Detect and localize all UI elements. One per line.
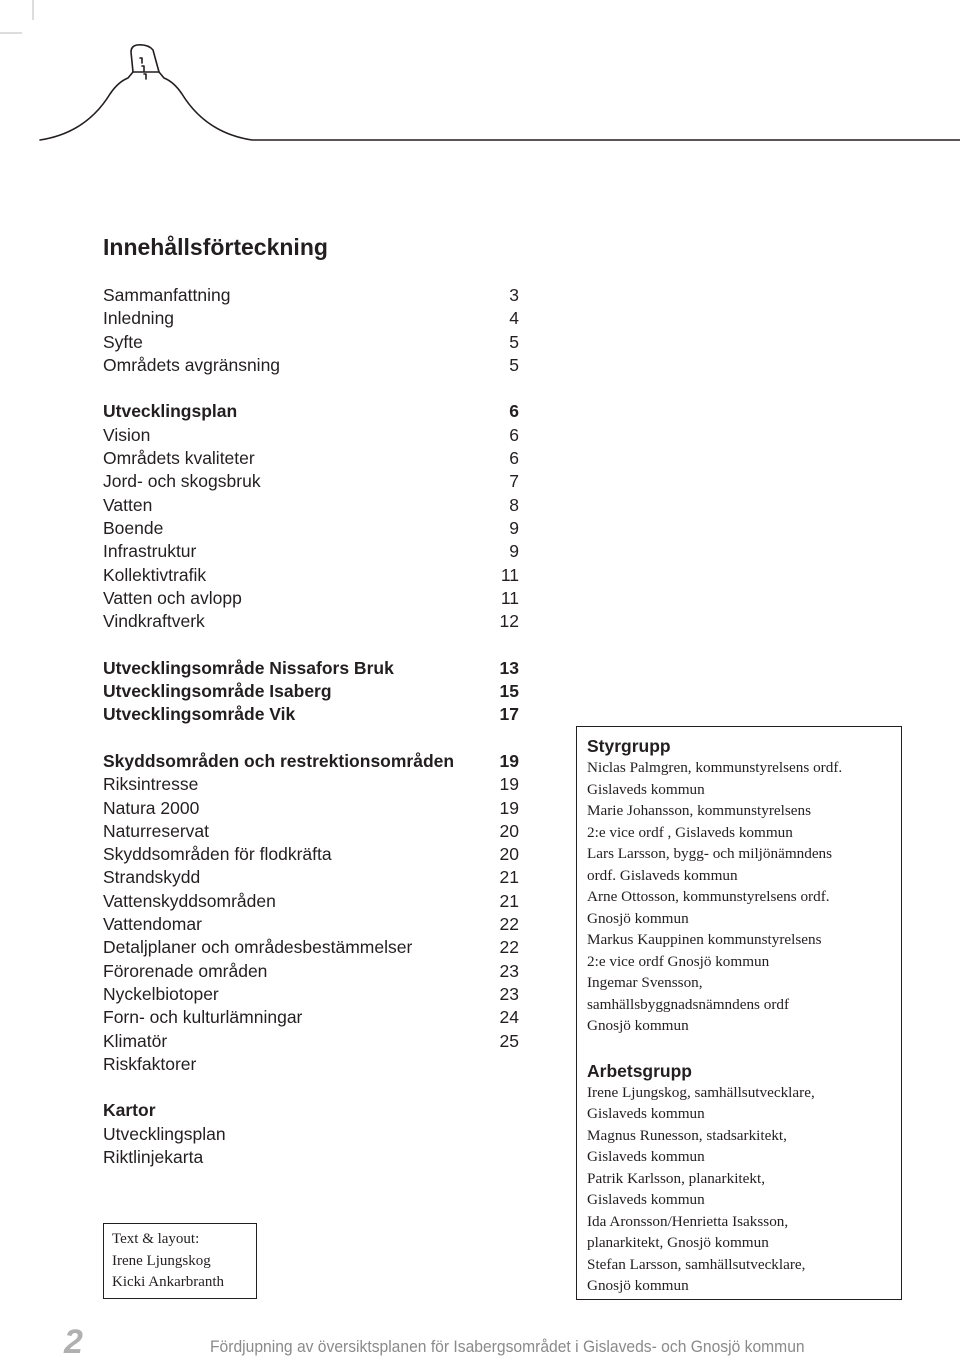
toc-entry-page: 20 xyxy=(499,844,519,865)
toc-entry-label: Vindkraftverk xyxy=(103,611,205,632)
toc-entry-page: 24 xyxy=(499,1007,519,1028)
toc-entry-page: 5 xyxy=(509,331,519,352)
toc-entry-page: 9 xyxy=(509,517,519,538)
toc-entry-label: Jord- och skogsbruk xyxy=(103,471,261,492)
group-member-line: Gislaveds kommun xyxy=(587,780,705,798)
toc-entry xyxy=(103,517,519,540)
group-member-line: Arne Ottosson, kommunstyrelsens ordf. xyxy=(587,888,830,905)
toc-heading xyxy=(103,703,519,726)
toc-entry-page: 11 xyxy=(500,564,519,585)
toc-entry xyxy=(103,820,519,843)
toc-entry-label: Skyddsområden och restrektionsområden xyxy=(103,750,455,771)
group-member-line: Niclas Palmgren, kommunstyrelsens ordf. xyxy=(587,759,843,776)
toc-section xyxy=(103,400,519,633)
credits-line: Irene Ljungskog xyxy=(112,1252,211,1269)
toc-entry-label: Utvecklingsplan xyxy=(103,1123,226,1144)
toc-entry xyxy=(103,331,519,354)
toc-entry xyxy=(103,1006,519,1029)
toc-entry xyxy=(103,447,519,470)
toc-entry-label: Strandskydd xyxy=(103,867,201,888)
isaberg-tower-logo-icon xyxy=(40,45,960,140)
toc-entry-page: 22 xyxy=(499,937,519,958)
toc-entry-page: 9 xyxy=(509,541,519,562)
group-member-line: Ingemar Svensson, xyxy=(587,974,703,991)
page-number: 2 xyxy=(64,1323,83,1361)
toc-entry-label: Utvecklingsområde Isaberg xyxy=(103,681,332,702)
group-member-line: Gislaveds kommun xyxy=(587,1148,705,1165)
group-spacer xyxy=(587,1037,901,1060)
toc-entry xyxy=(103,866,519,889)
toc-entry xyxy=(103,494,519,517)
toc-entry-page: 3 xyxy=(509,285,519,305)
toc-entry-label: Detaljplaner och områdesbestämmelser xyxy=(103,937,413,958)
toc-entry xyxy=(103,610,519,633)
toc-entry-page: 23 xyxy=(499,983,519,1004)
group-member-line: Gnosjö kommun xyxy=(587,1277,689,1294)
group-member-line: 2:e vice ordf , Gislaveds kommun xyxy=(587,823,793,841)
toc-entry-label: Utvecklingsområde Vik xyxy=(103,704,296,725)
toc-entry-page: 21 xyxy=(499,867,519,888)
group-member-line: 2:e vice ordf Gnosjö kommun xyxy=(587,952,770,970)
toc-heading xyxy=(103,657,519,680)
toc-heading xyxy=(103,680,519,703)
group-member-line: Marie Johansson, kommunstyrelsens xyxy=(587,802,811,819)
toc-entry-label: Förorenade områden xyxy=(103,960,268,981)
toc-entry-page: 6 xyxy=(509,448,519,469)
toc-entry-label: Skyddsområden för flodkräfta xyxy=(103,844,332,865)
toc-entry xyxy=(103,564,519,587)
project-groups-box xyxy=(576,726,902,1300)
toc-entry-label: Vattendomar xyxy=(103,914,202,935)
group-member-line: Gnosjö kommun xyxy=(587,909,689,927)
table-of-contents xyxy=(103,284,519,1193)
toc-entry xyxy=(103,1146,519,1169)
toc-entry xyxy=(103,1030,519,1053)
toc-entry-label: Syfte xyxy=(103,331,143,352)
toc-section xyxy=(103,750,519,1076)
toc-entry-label: Naturreservat xyxy=(103,820,210,841)
toc-entry-label: Inledning xyxy=(103,308,175,329)
toc-entry-label: Områdets avgränsning xyxy=(103,354,281,375)
toc-entry-label: Vision xyxy=(103,424,151,445)
toc-entry xyxy=(103,913,519,936)
toc-entry-page: 6 xyxy=(509,424,519,445)
toc-entry-page: 13 xyxy=(499,657,519,678)
toc-entry xyxy=(103,773,519,796)
toc-entry xyxy=(103,960,519,983)
toc-entry-page: 21 xyxy=(499,890,519,911)
group-member-line: ordf. Gislaveds kommun xyxy=(587,866,738,884)
toc-section xyxy=(103,1099,519,1169)
credits-line: Text & layout: xyxy=(112,1231,200,1247)
toc-entry-page: 7 xyxy=(509,471,519,492)
toc-entry xyxy=(103,587,519,610)
group-member-line: Gislaveds kommun xyxy=(587,1191,705,1208)
toc-entry-label: Kartor xyxy=(103,1100,156,1121)
toc-entry xyxy=(103,307,519,330)
toc-entry-label: Riksintresse xyxy=(103,774,199,795)
group-member-line: Ida Aronsson/Henrietta Isaksson, xyxy=(587,1212,789,1230)
toc-entry-page: 4 xyxy=(509,308,519,329)
toc-entry-page: 25 xyxy=(499,1030,519,1051)
toc-entry-page: 19 xyxy=(499,774,519,795)
group-heading: Arbetsgrupp xyxy=(587,1060,692,1081)
toc-entry-page: 17 xyxy=(499,704,519,725)
toc-entry xyxy=(103,470,519,493)
group-member-line: planarkitekt, Gnosjö kommun xyxy=(587,1234,769,1251)
credits-line: Kicki Ankarbranth xyxy=(112,1274,225,1290)
toc-title: Innehållsförteckning xyxy=(103,234,328,260)
toc-entry xyxy=(103,1053,519,1076)
toc-heading xyxy=(103,400,519,423)
group-member-line: Gnosjö kommun xyxy=(587,1017,689,1034)
toc-entry-label: Områdets kvaliteter xyxy=(103,448,255,469)
toc-entry-label: Klimatör xyxy=(103,1030,168,1051)
toc-entry-label: Natura 2000 xyxy=(103,797,200,818)
toc-entry xyxy=(103,1123,519,1146)
header-decoration xyxy=(0,0,960,150)
toc-entry xyxy=(103,936,519,959)
toc-entry-page: 23 xyxy=(499,960,519,981)
group-member-line: Gislaveds kommun xyxy=(587,1105,705,1122)
toc-entry xyxy=(103,890,519,913)
toc-entry-page: 11 xyxy=(500,587,519,608)
toc-entry-label: Kollektivtrafik xyxy=(103,564,207,585)
footer-text: Fördjupning av översiktsplanen för Isabergsområdet i Gislaveds- och Gnosjö kommun xyxy=(210,1337,805,1356)
toc-entry-label: Riktlinjekarta xyxy=(103,1146,204,1167)
toc-entry-page: 6 xyxy=(509,401,519,422)
group-member-line: Magnus Runesson, stadsarkitekt, xyxy=(587,1126,787,1144)
toc-section xyxy=(103,657,519,727)
toc-entry-page: 22 xyxy=(499,914,519,935)
toc-entry-page: 15 xyxy=(499,681,519,702)
toc-section xyxy=(103,284,519,377)
toc-entry xyxy=(103,424,519,447)
toc-entry-label: Riskfaktorer xyxy=(103,1053,197,1074)
toc-entry-label: Vatten xyxy=(103,494,153,515)
credits-box xyxy=(103,1223,257,1299)
group-member-line: samhällsbyggnadsnämndens ordf xyxy=(587,995,790,1013)
toc-heading xyxy=(103,750,519,773)
toc-entry xyxy=(103,797,519,820)
group-member-line: Lars Larsson, bygg- och miljönämndens xyxy=(587,845,833,862)
toc-entry-page: 5 xyxy=(509,354,519,375)
toc-entry-label: Vattenskyddsområden xyxy=(103,890,276,911)
toc-entry-page: 12 xyxy=(499,611,519,632)
toc-entry xyxy=(103,843,519,866)
toc-entry-label: Nyckelbiotoper xyxy=(103,983,219,1004)
toc-entry xyxy=(103,540,519,563)
toc-entry-page: 20 xyxy=(499,820,519,841)
group-member-line: Irene Ljungskog, samhällsutvecklare, xyxy=(587,1083,815,1101)
toc-entry-label: Vatten och avlopp xyxy=(103,587,242,608)
toc-entry xyxy=(103,284,519,307)
group-member-line: Markus Kauppinen kommunstyrelsens xyxy=(587,931,822,948)
toc-entry-label: Sammanfattning xyxy=(103,285,231,305)
toc-entry-page: 19 xyxy=(499,797,519,818)
toc-entry-label: Infrastruktur xyxy=(103,541,197,562)
toc-entry-page: 19 xyxy=(499,750,519,771)
group-member-line: Patrik Karlsson, planarkitekt, xyxy=(587,1169,765,1187)
toc-entry-label: Utvecklingsplan xyxy=(103,401,238,422)
group-heading: Styrgrupp xyxy=(587,736,671,756)
toc-entry-label: Boende xyxy=(103,517,164,538)
toc-entry-page: 8 xyxy=(509,494,519,515)
group-member-line: Stefan Larsson, samhällsutvecklare, xyxy=(587,1255,806,1273)
toc-heading xyxy=(103,1099,519,1122)
toc-entry xyxy=(103,983,519,1006)
toc-entry-label: Forn- och kulturlämningar xyxy=(103,1007,303,1028)
toc-entry-label: Utvecklingsområde Nissafors Bruk xyxy=(103,657,394,678)
toc-entry xyxy=(103,354,519,377)
